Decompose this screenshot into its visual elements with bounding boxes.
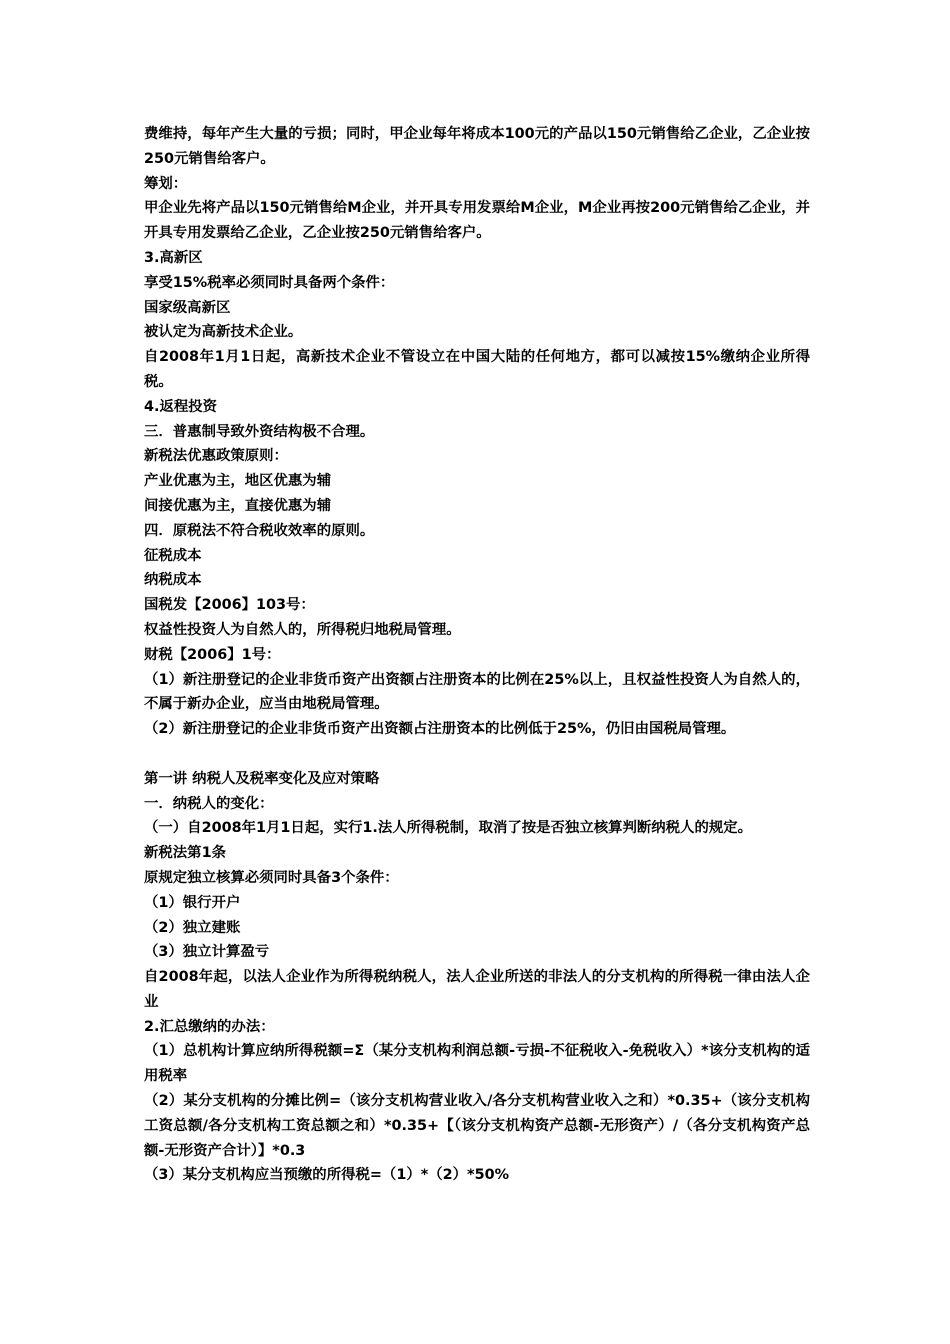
- paragraph: 被认定为高新技术企业。: [144, 324, 303, 341]
- paragraph: 国家级高新区: [144, 299, 231, 316]
- paragraph: （3）独立计算盈亏: [144, 944, 270, 961]
- paragraph: （2）独立建账: [144, 919, 241, 936]
- paragraph: 费维持，每年产生大量的亏损；同时，甲企业每年将成本100元的产品以150元销售给乙企业，乙企业按250元销售给客户。: [144, 126, 810, 167]
- paragraph: （1）银行开户: [144, 894, 241, 911]
- paragraph: 四．原税法不符合税收效率的原则。: [144, 522, 375, 539]
- paragraph: 原规定独立核算必须同时具备3个条件：: [144, 869, 399, 886]
- paragraph: 间接优惠为主，直接优惠为辅: [144, 497, 332, 514]
- paragraph: 自2008年1月1日起，高新技术企业不管设立在中国大陆的任何地方，都可以减按15%缴纳企业所得税。: [144, 349, 810, 390]
- blank-line: [144, 742, 810, 767]
- paragraph: 4.返程投资: [144, 398, 218, 415]
- paragraph: 征税成本: [144, 547, 202, 564]
- paragraph: 财税【2006】1号：: [144, 646, 281, 663]
- paragraph: 三．普惠制导致外资结构极不合理。: [144, 423, 375, 440]
- paragraph: （1）新注册登记的企业非货币资产出资额占注册资本的比例在25%以上，且权益性投资人为自然人的，不属于新办企业，应当由地税局管理。: [144, 671, 810, 713]
- paragraph: 甲企业先将产品以150元销售给M企业，并开具专用发票给M企业，M企业再按200元销售给乙企业，并开具专用发票给乙企业，乙企业按250元销售给客户。: [144, 200, 810, 242]
- paragraph: （2）某分支机构的分摊比例=（该分支机构营业收入/各分支机构营业收入之和）*0.35+（该分支机构工资总额/各分支机构工资总额之和）*0.35+【（该分支机构资产总额-无形资产）/（各分支机构资产总额-无形资产合计）】*0.3: [144, 1093, 810, 1159]
- paragraph: 纳税成本: [144, 572, 202, 589]
- paragraph: 自2008年起，以法人企业作为所得税纳税人，法人企业所送的非法人的分支机构的所得税一律由法人企业: [144, 969, 810, 1010]
- paragraph: （1）总机构计算应纳所得税额=Σ（某分支机构利润总额-亏损-不征税收入-免税收入）*该分支机构的适用税率: [144, 1043, 810, 1085]
- paragraph: （2）新注册登记的企业非货币资产出资额占注册资本的比例低于25%，仍旧由国税局管理。: [144, 721, 736, 738]
- paragraph: （3）某分支机构应当预缴的所得税=（1）*（2）*50%: [144, 1167, 510, 1184]
- paragraph: 国税发【2006】103号：: [144, 597, 315, 614]
- paragraph: 新税法优惠政策原则：: [144, 448, 288, 465]
- paragraph: 享受15%税率必须同时具备两个条件：: [144, 274, 395, 291]
- paragraph: 新税法第1条: [144, 845, 226, 862]
- document-body: [144, 122, 810, 1188]
- section-heading: 第一讲 纳税人及税率变化及应对策略: [144, 770, 380, 787]
- paragraph: 产业优惠为主，地区优惠为辅: [144, 473, 332, 490]
- paragraph: 一．纳税人的变化：: [144, 795, 274, 812]
- paragraph: 3.高新区: [144, 249, 203, 266]
- paragraph: 权益性投资人为自然人的，所得税归地税局管理。: [144, 621, 461, 638]
- paragraph: 2.汇总缴纳的办法：: [144, 1018, 275, 1035]
- paragraph: 筹划：: [144, 175, 188, 192]
- paragraph: （一）自2008年1月1日起，实行1.法人所得税制，取消了按是否独立核算判断纳税人的规定。: [144, 820, 753, 837]
